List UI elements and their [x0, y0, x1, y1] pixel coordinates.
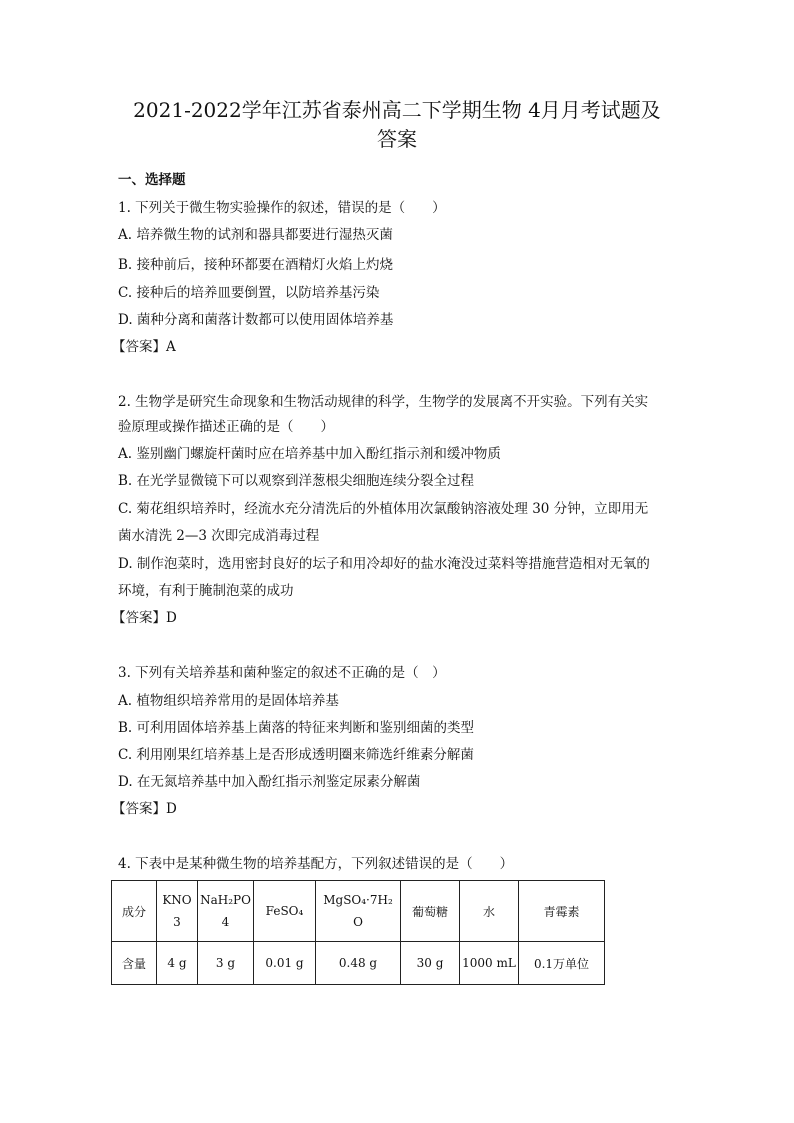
kno3-bottom: 3 — [173, 915, 181, 929]
q2-option-d-line-1: D. 制作泡菜时，选用密封良好的坛子和用冷却好的盐水淹没过菜料等措施营造相对无氧的 — [118, 556, 650, 572]
table-cell-feso4: 0.01 g — [254, 942, 316, 985]
mgso4-top: MgSO₄·7H₂ — [323, 893, 393, 907]
title-line-2: 答案 — [377, 127, 417, 151]
title-line-1: 2021-2022学年江苏省泰州高二下学期生物 4月月考试题及 — [133, 98, 661, 122]
q2-option-a: A. 鉴别幽门螺旋杆菌时应在培养基中加入酚红指示剂和缓冲物质 — [118, 446, 501, 462]
table-header-glucose: 葡萄糖 — [401, 881, 460, 942]
table-header-kno3 — [157, 881, 198, 942]
q2-option-b: B. 在光学显微镜下可以观察到洋葱根尖细胞连续分裂全过程 — [118, 473, 475, 489]
kno3-top: KNO — [162, 893, 192, 907]
table-cell-water: 1000 mL — [460, 942, 519, 985]
table-header-water: 水 — [460, 881, 519, 942]
q3-option-d: D. 在无氮培养基中加入酚红指示剂鉴定尿素分解菌 — [118, 774, 421, 790]
q1-stem: 1. 下列关于微生物实验操作的叙述，错误的是（ ） — [118, 200, 446, 216]
q3-option-c: C. 利用刚果红培养基上是否形成透明圈来筛选纤维素分解菌 — [118, 747, 474, 763]
section-heading: 一、选择题 — [118, 172, 186, 188]
document-title — [100, 96, 694, 154]
table-row-header-amounts: 含量 — [112, 942, 157, 985]
q2-stem-line-2: 验原理或操作描述正确的是（ ） — [118, 419, 334, 435]
q3-option-a: A. 植物组织培养常用的是固体培养基 — [118, 693, 339, 709]
table-cell-nah2po4: 3 g — [198, 942, 254, 985]
table-row-header-components: 成分 — [112, 881, 157, 942]
nah2po4-top: NaH₂PO — [200, 893, 251, 907]
q2-option-c-line-1: C. 菊花组织培养时，经流水充分清洗后的外植体用次氯酸钠溶液处理 30 分钟，立即用无 — [118, 501, 649, 517]
q2-option-c-line-2: 菌水清洗 2—3 次即完成消毒过程 — [118, 528, 320, 544]
mgso4-bottom: O — [353, 915, 363, 929]
table-header-nah2po4 — [198, 881, 254, 942]
medium-recipe-table — [111, 880, 605, 985]
table-row-amounts — [112, 942, 605, 985]
q1-option-b: B. 接种前后，接种环都要在酒精灯火焰上灼烧 — [118, 257, 394, 273]
q2-answer: 【答案】D — [112, 610, 177, 626]
table-header-mgso4 — [316, 881, 401, 942]
q2-option-d-line-2: 环境，有利于腌制泡菜的成功 — [118, 583, 294, 599]
table-header-feso4: FeSO₄ — [254, 881, 316, 942]
nah2po4-bottom: 4 — [221, 915, 230, 929]
q3-answer: 【答案】D — [112, 801, 177, 817]
table-cell-penicillin: 0.1万单位 — [519, 942, 605, 985]
table-header-penicillin: 青霉素 — [519, 881, 605, 942]
table-row-components — [112, 881, 605, 942]
q2-stem-line-1: 2. 生物学是研究生命现象和生物活动规律的科学，生物学的发展离不开实验。下列有关实 — [118, 394, 649, 410]
q4-stem: 4. 下表中是某种微生物的培养基配方，下列叙述错误的是（ ） — [118, 856, 514, 872]
q3-option-b: B. 可利用固体培养基上菌落的特征来判断和鉴别细菌的类型 — [118, 720, 475, 736]
table-cell-kno3: 4 g — [157, 942, 198, 985]
q1-option-c: C. 接种后的培养皿要倒置，以防培养基污染 — [118, 285, 380, 301]
q1-option-d: D. 菌种分离和菌落计数都可以使用固体培养基 — [118, 312, 394, 328]
q1-option-a: A. 培养微生物的试剂和器具都要进行湿热灭菌 — [118, 227, 393, 243]
table-cell-mgso4: 0.48 g — [316, 942, 401, 985]
q1-answer: 【答案】A — [112, 339, 176, 355]
q3-stem: 3. 下列有关培养基和菌种鉴定的叙述不正确的是（ ） — [118, 665, 446, 681]
table-cell-glucose: 30 g — [401, 942, 460, 985]
